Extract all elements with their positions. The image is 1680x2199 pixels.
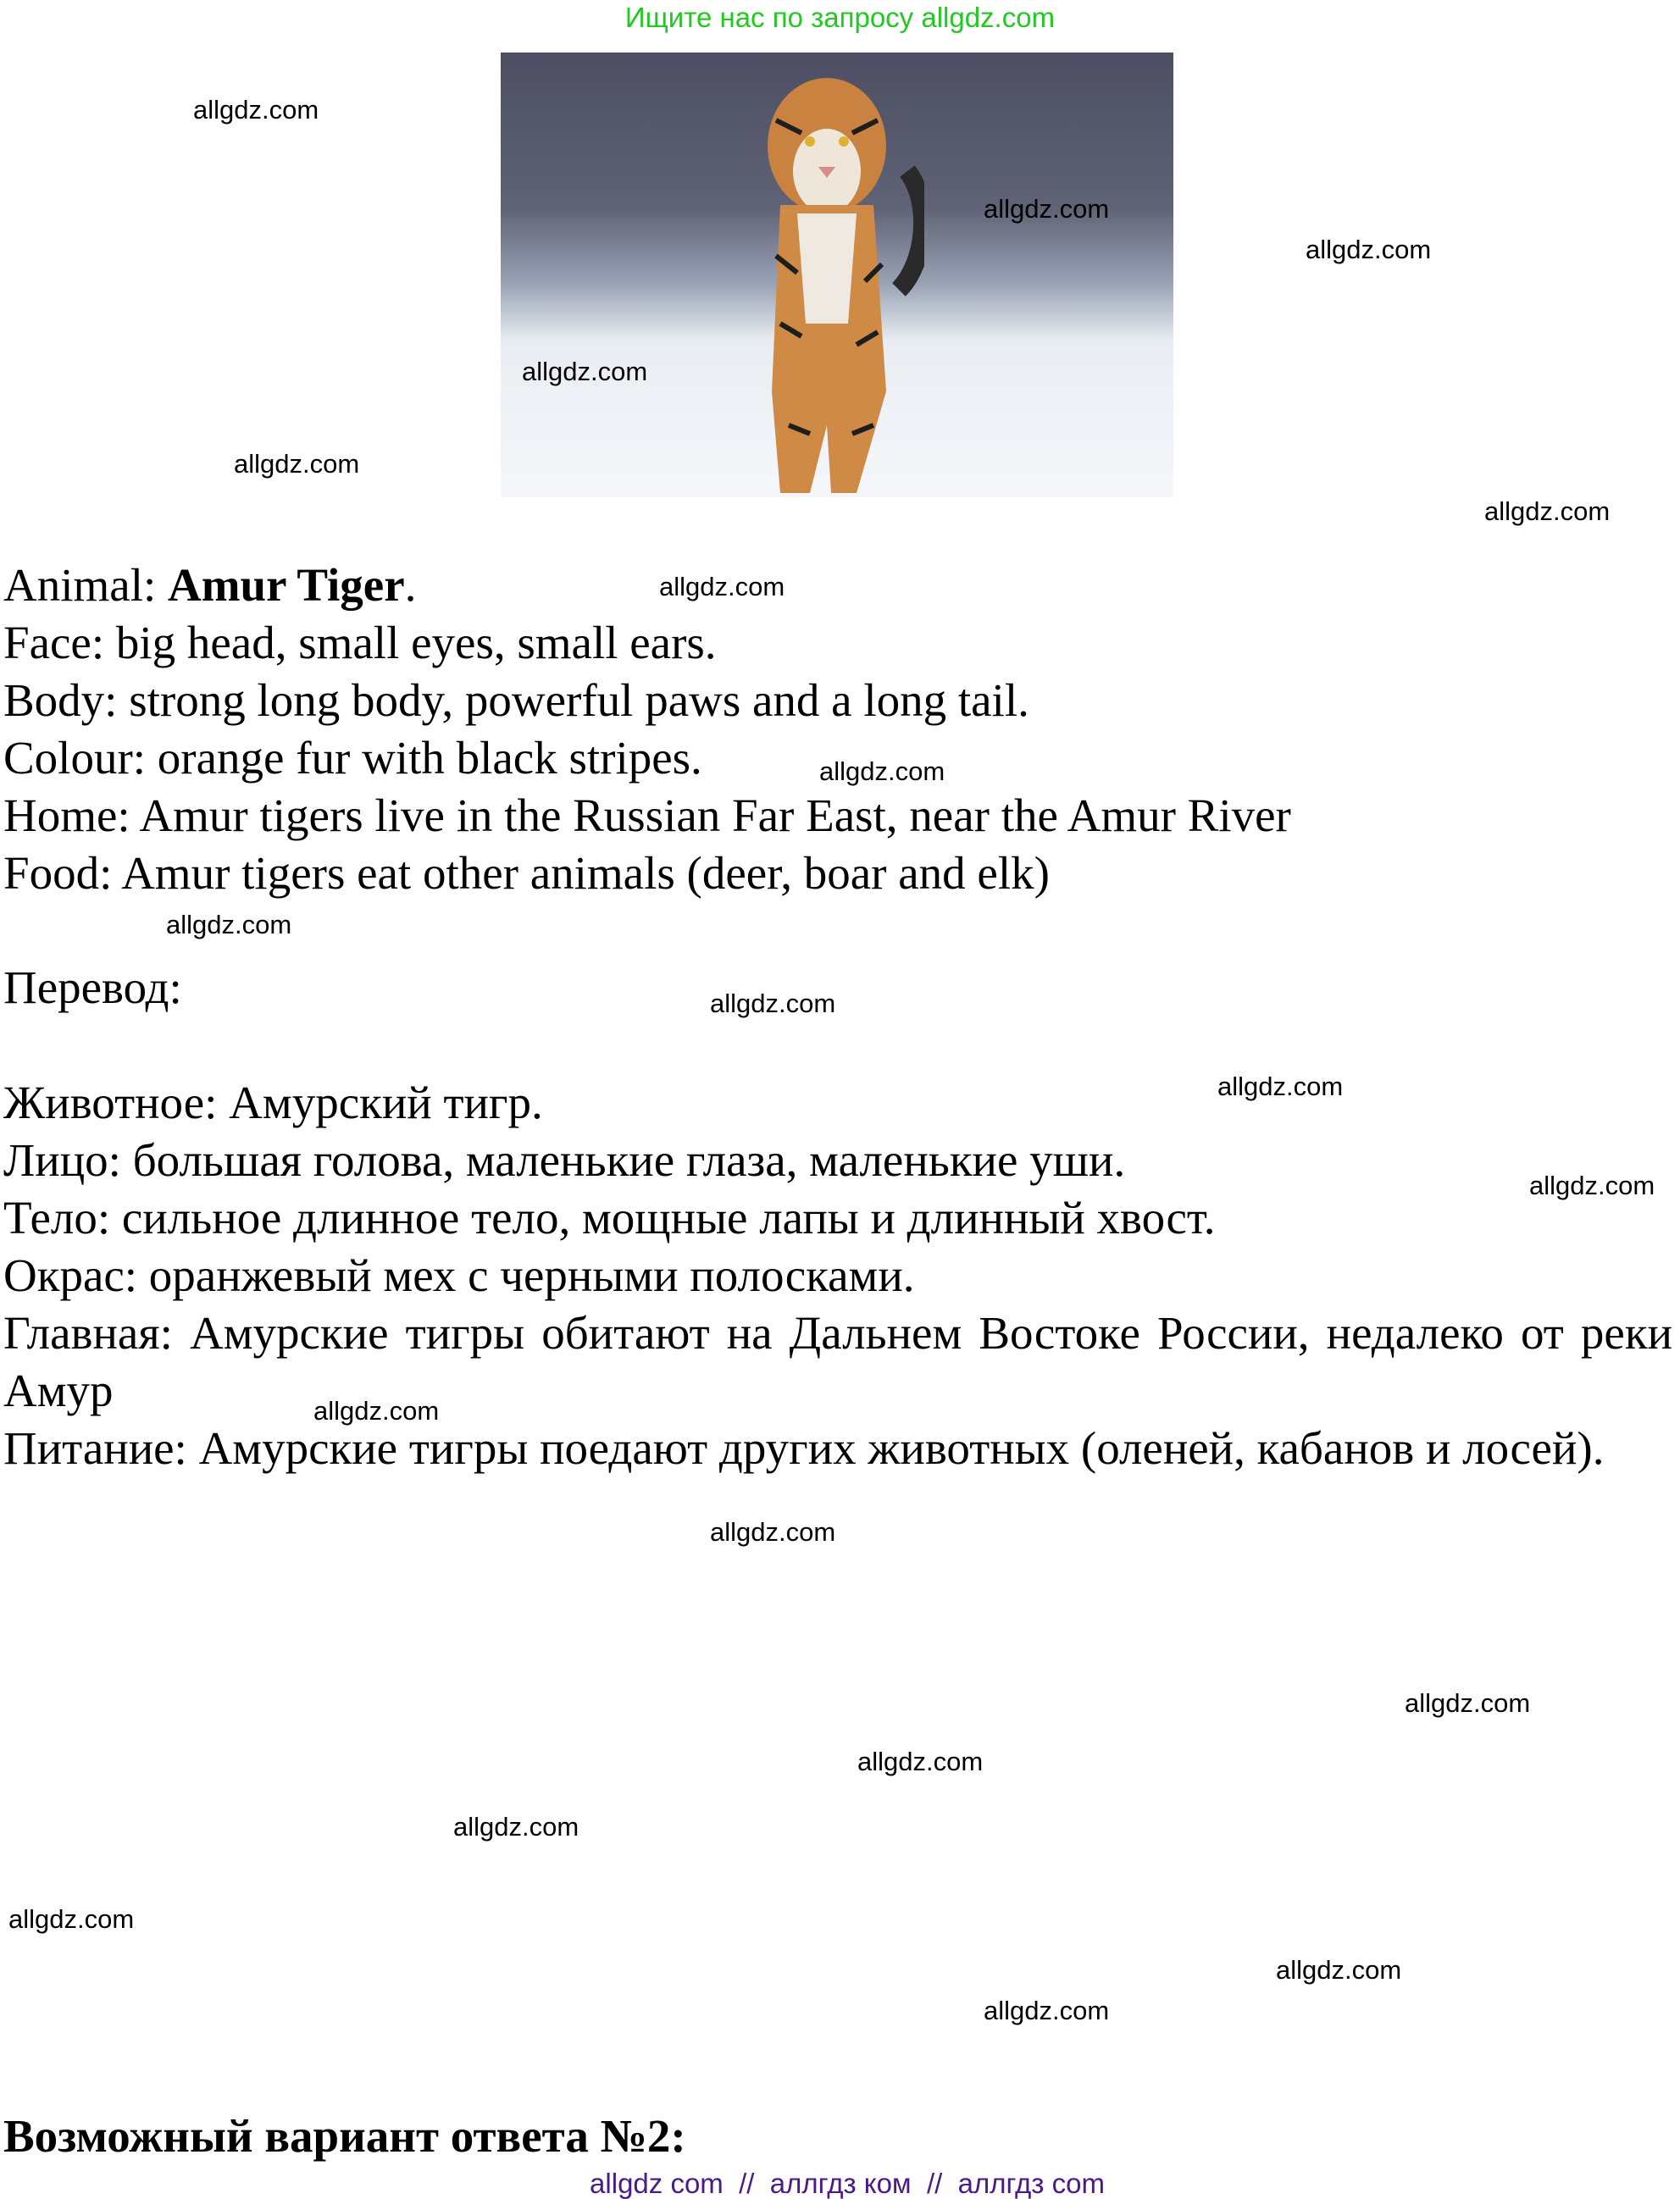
translation-line: Тело: сильное длинное тело, мощные лапы и длинный хвост.: [3, 1192, 1216, 1244]
watermark: allgdz.com: [1306, 235, 1432, 264]
watermark: allgdz.com: [710, 989, 836, 1018]
animal-label: Animal:: [3, 559, 169, 611]
watermark: allgdz.com: [166, 910, 292, 939]
footer-links[interactable]: [0, 2169, 1680, 2199]
watermark: allgdz.com: [1529, 1171, 1655, 1200]
watermark: allgdz.com: [8, 1904, 135, 1934]
search-banner: [0, 0, 1680, 36]
translation-line: Животное: Амурский тигр.: [3, 1077, 543, 1128]
search-banner-text: Ищите нас по запросу allgdz.com: [624, 2, 1056, 33]
animal-name: Amur Tiger: [168, 559, 405, 611]
face-line: Face: big head, small eyes, small ears.: [3, 617, 717, 668]
translation-line: Главная: Амурские тигры обитают на Дальнем Востоке России, недалеко от реки Амур: [3, 1307, 1672, 1416]
watermark: allgdz.com: [710, 1517, 836, 1547]
watermark: allgdz.com: [453, 1812, 579, 1842]
translation-line: Питание: Амурские тигры поедают других животных (оленей, кабанов и лосей).: [3, 1422, 1605, 1474]
english-description: [3, 557, 1291, 902]
answer-variant-heading: Возможный вариант ответа №2:: [3, 2110, 686, 2162]
watermark: allgdz.com: [659, 572, 785, 601]
watermark: allgdz.com: [234, 449, 360, 479]
watermark: allgdz.com: [857, 1747, 984, 1776]
body-line: Body: strong long body, powerful paws and a long tail.: [3, 674, 1029, 726]
footer-text[interactable]: allgdz com // аллгдз ком // аллгдз com: [590, 2168, 1105, 2199]
watermark: allgdz.com: [313, 1396, 440, 1426]
colour-line: Colour: orange fur with black stripes.: [3, 732, 702, 784]
watermark: allgdz.com: [984, 1996, 1110, 2025]
watermark: allgdz.com: [1405, 1688, 1531, 1718]
translation-line: Окрас: оранжевый мех с черными полосками.: [3, 1249, 915, 1301]
watermark: allgdz.com: [193, 95, 319, 125]
watermark: allgdz.com: [1484, 496, 1611, 526]
translation-title: Перевод:: [3, 961, 182, 1013]
watermark: allgdz.com: [984, 194, 1110, 224]
home-line: Home: Amur tigers live in the Russian Far East, near the Amur River: [3, 789, 1291, 841]
translation-line: Лицо: большая голова, маленькие глаза, маленькие уши.: [3, 1134, 1126, 1186]
watermark: allgdz.com: [1276, 1955, 1402, 1985]
tiger-illustration: [729, 69, 924, 493]
tiger-photo: [501, 53, 1173, 497]
animal-line: [3, 557, 1291, 614]
watermark: allgdz.com: [522, 357, 648, 386]
translation-text: [3, 1074, 1672, 1477]
food-line: Food: Amur tigers eat other animals (deer, boar and elk): [3, 847, 1050, 899]
watermark: allgdz.com: [819, 756, 945, 786]
watermark: allgdz.com: [1217, 1072, 1344, 1101]
animal-end: .: [404, 559, 417, 611]
